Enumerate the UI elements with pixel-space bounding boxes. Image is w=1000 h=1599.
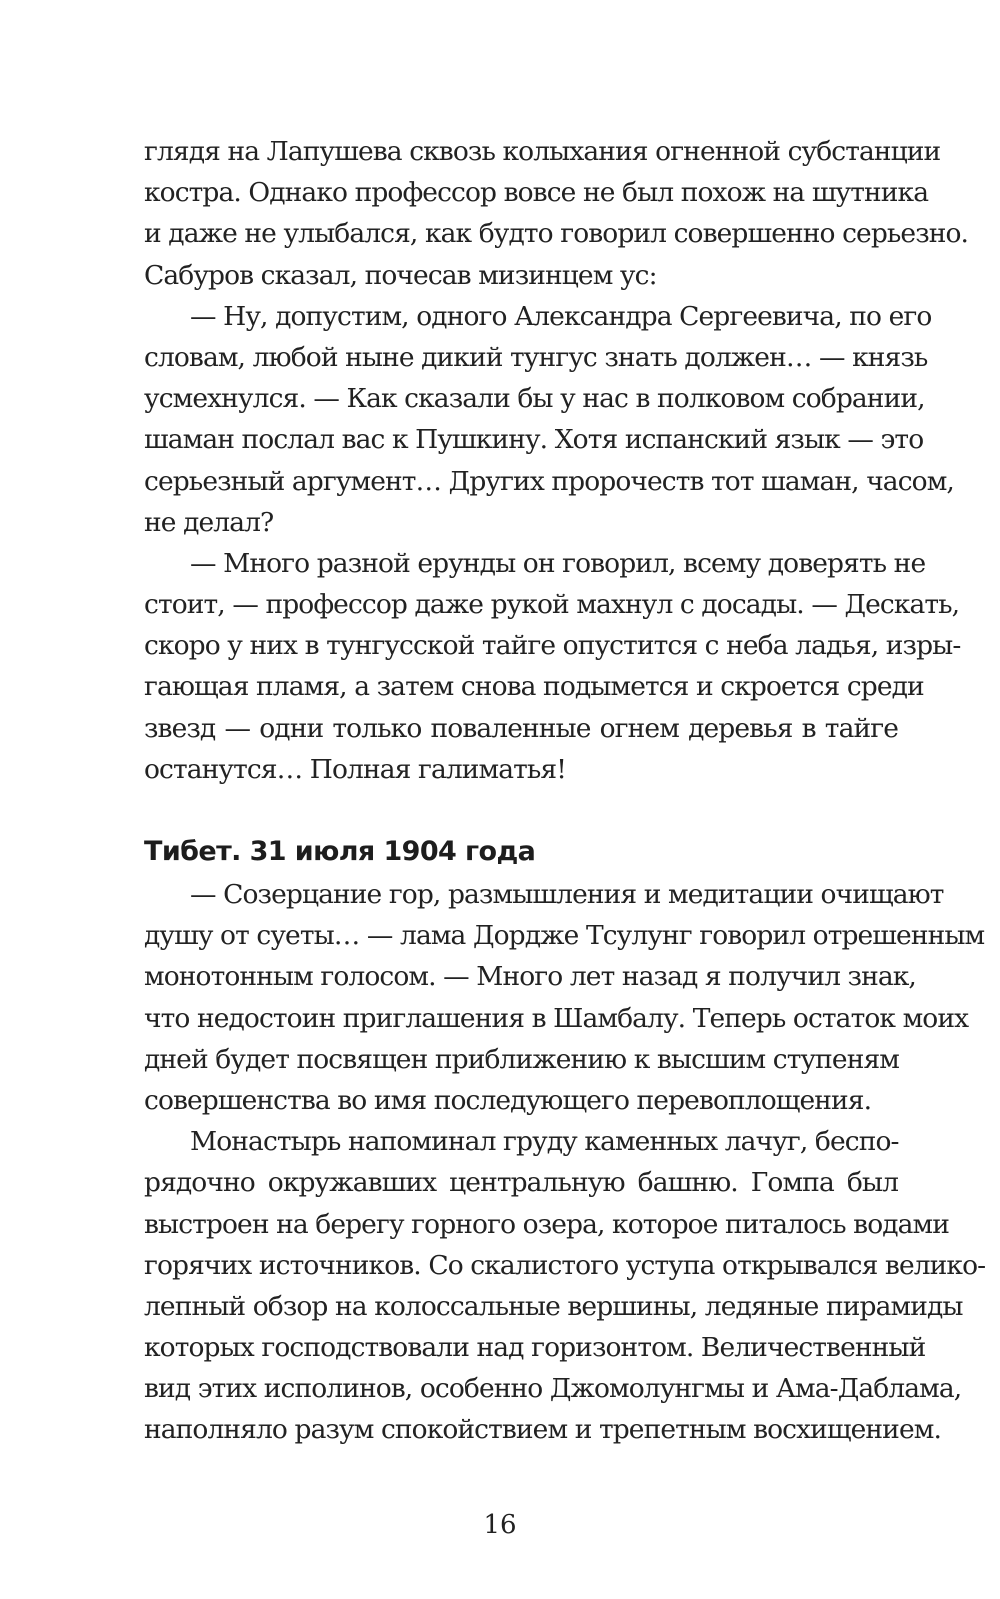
text-line: шаман послал вас к Пушкину. Хотя испанский язык — это (144, 424, 924, 456)
text-line: серьезный аргумент… Других пророчеств тот шаман, часом, (144, 465, 954, 497)
text-line: — Ну, допустим, одного Александра Сергеевича, по его (190, 300, 932, 332)
text-line: Сабуров сказал, почесав мизинцем ус: (144, 259, 657, 291)
page-number: 16 (483, 1510, 517, 1540)
section-heading: Тибет. 31 июля 1904 года (144, 836, 536, 867)
text-line: — Много разной ерунды он говорил, всему доверять не (190, 547, 926, 579)
text-line: останутся… Полная галиматья! (144, 753, 567, 785)
text-line: что недостоин приглашения в Шамбалу. Теперь остаток моих (144, 1002, 969, 1034)
book-page-text (144, 131, 986, 1451)
text-line: лепный обзор на колоссальные вершины, ледяные пирамиды (144, 1290, 963, 1322)
text-line: звезд — одни только поваленные огнем деревья в тайге (144, 712, 898, 744)
text-line: душу от суеты… — лама Дордже Тсулунг говорил отрешенным (144, 920, 985, 952)
text-line: скоро у них в тунгусской тайге опустится с неба ладья, изры- (144, 630, 961, 662)
text-line: вид этих исполинов, особенно Джомолунгмы и Ама-Даблама, (144, 1373, 962, 1405)
text-line: стоит, — профессор даже рукой махнул с досады. — Дескать, (144, 589, 960, 621)
text-line: совершенства во имя последующего перевоплощения. (144, 1084, 872, 1116)
text-line: — Созерцание гор, размышления и медитации очищают (190, 879, 944, 910)
text-line: и даже не улыбался, как будто говорил совершенно серьезно. (144, 218, 969, 250)
text-line: которых господствовали над горизонтом. Величественный (144, 1332, 926, 1364)
text-line: не делал? (144, 506, 274, 538)
text-line: горячих источников. Со скалистого уступа открывался велико- (144, 1249, 986, 1281)
text-line: рядочно окружавших центральную башню. Гомпа был (144, 1167, 898, 1199)
text-line: гающая пламя, а затем снова подымется и скроется среди (144, 671, 924, 703)
text-line: наполняло разум спокойствием и трепетным восхищением. (144, 1414, 941, 1446)
text-line: монотонным голосом. — Много лет назад я получил знак, (144, 961, 916, 993)
text-line: глядя на Лапушева сквозь колыхания огненной субстанции (144, 136, 941, 167)
text-line: выстроен на берегу горного озера, которое питалось водами (144, 1208, 950, 1240)
text-line: костра. Однако профессор вовсе не был похож на шутника (144, 177, 929, 209)
text-line: словам, любой ныне дикий тунгус знать должен… — князь (144, 341, 928, 373)
text-line: Монастырь напоминал груду каменных лачуг, беспо- (190, 1126, 899, 1158)
text-line: усмехнулся. — Как сказали бы у нас в полковом собрании, (144, 383, 925, 415)
text-line: дней будет посвящен приближению к высшим ступеням (144, 1043, 900, 1075)
